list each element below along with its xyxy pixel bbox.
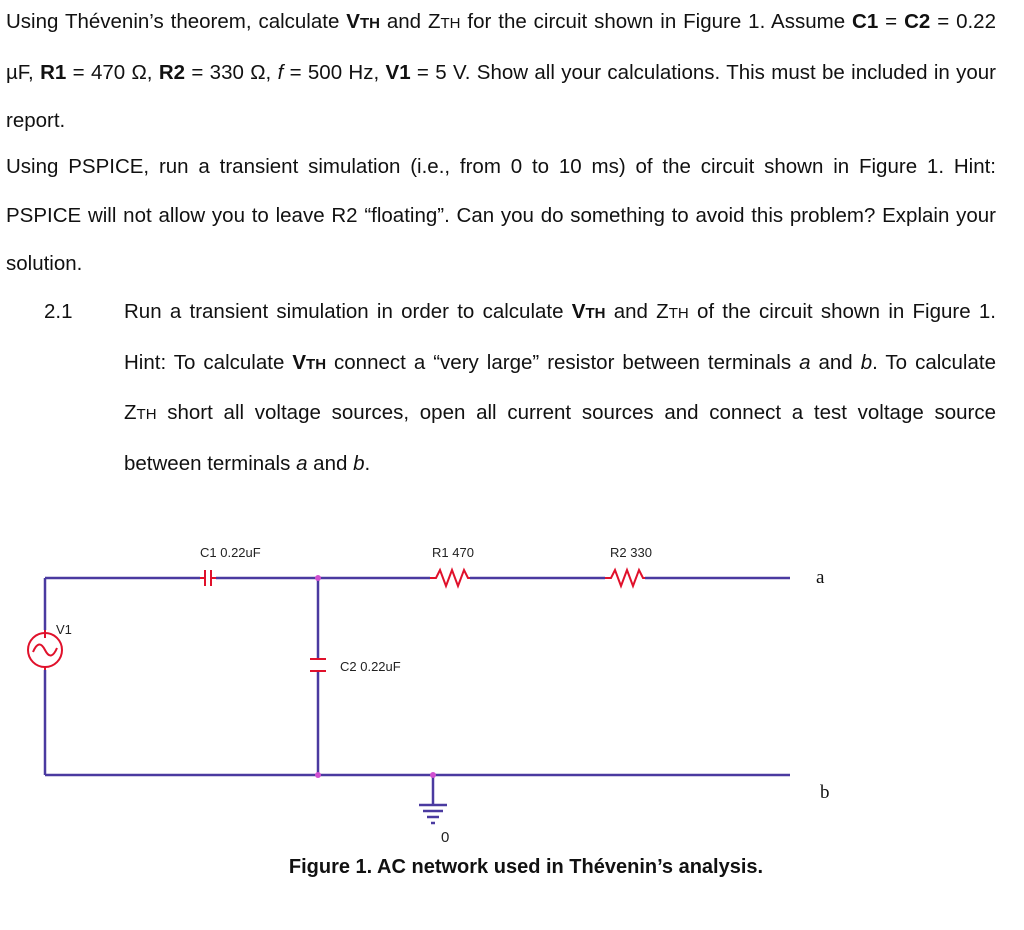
capacitor-c2 bbox=[310, 659, 326, 671]
text-fragment: and bbox=[605, 300, 657, 323]
text-fragment: for the circuit shown in Figure 1. Assume bbox=[460, 10, 853, 33]
resistor-r2 bbox=[605, 570, 645, 586]
c2-label: C2 0.22uF bbox=[340, 659, 401, 674]
resistor-r1 bbox=[430, 570, 470, 586]
v1-label: V1 bbox=[56, 622, 72, 637]
text-fragment: of the circuit shown in Figure 1. Hint: To calculate bbox=[124, 300, 996, 374]
text-fragment: TH bbox=[668, 305, 689, 322]
text-fragment: and bbox=[379, 10, 428, 33]
text-fragment: connect a “very large” resistor between terminals bbox=[326, 350, 800, 374]
text-fragment: = 5 V. Show all your calculations. This must be included in your report. bbox=[6, 60, 996, 132]
text-fragment: = 470 Ω, bbox=[66, 60, 159, 84]
text-fragment: R1 bbox=[40, 60, 67, 84]
text-fragment: C2 bbox=[904, 10, 931, 33]
text-fragment: and bbox=[307, 451, 354, 475]
subsection-number: 2.1 bbox=[44, 300, 73, 323]
circuit-figure bbox=[0, 530, 1024, 850]
node-top bbox=[315, 575, 321, 581]
text-fragment: TH bbox=[359, 15, 380, 32]
paragraph-thevenin-task bbox=[6, 0, 996, 146]
paragraph-pspice-task: Using PSPICE, run a transient simulation (i.e., from 0 to 10 ms) of the circuit shown in Figure 1. Hint: PSPICE will not allow you to leave R2 “floating”. Can you do something to avoid this problem? Explain your solution. bbox=[6, 155, 996, 275]
text-fragment: = 0.22 µF, bbox=[6, 10, 996, 84]
c1-label: C1 0.22uF bbox=[200, 545, 261, 560]
text-fragment: b bbox=[860, 350, 873, 374]
text-fragment: short all voltage sources, open all current sources and connect a test voltage source between terminals bbox=[124, 401, 996, 475]
text-fragment: b bbox=[353, 451, 365, 475]
text-fragment: Using Thévenin’s theorem, calculate bbox=[6, 10, 347, 33]
subsection-text bbox=[124, 288, 996, 488]
text-fragment: a bbox=[799, 350, 811, 374]
text-fragment: Z bbox=[656, 300, 669, 323]
text-fragment: R2 bbox=[158, 60, 186, 84]
figure-caption: Figure 1. AC network used in Thévenin’s analysis. bbox=[288, 856, 764, 878]
text-fragment: . To calculate bbox=[872, 350, 996, 374]
text-fragment: = 500 Hz, bbox=[283, 60, 386, 84]
text-fragment: C1 bbox=[852, 10, 879, 33]
text-fragment: a bbox=[296, 451, 308, 475]
node-ground bbox=[430, 772, 436, 778]
text-fragment: f bbox=[277, 60, 284, 84]
text-fragment: TH bbox=[136, 406, 157, 423]
text-fragment: = 330 Ω, bbox=[185, 60, 278, 84]
text-fragment: V bbox=[571, 300, 586, 323]
capacitor-c1 bbox=[200, 570, 216, 586]
text-fragment: V bbox=[292, 350, 307, 374]
text-fragment: Run a transient simulation in order to calculate bbox=[124, 300, 572, 323]
text-fragment: TH bbox=[306, 355, 327, 373]
text-fragment: = bbox=[878, 10, 905, 33]
ground-label: 0 bbox=[441, 829, 450, 846]
text-fragment: . bbox=[364, 451, 371, 475]
terminal-a-label: a bbox=[816, 567, 825, 588]
text-fragment: Z bbox=[427, 10, 441, 33]
junction-nodes bbox=[315, 575, 436, 778]
wires bbox=[45, 578, 790, 805]
text-fragment: and bbox=[810, 350, 861, 374]
ground-symbol bbox=[419, 805, 447, 823]
terminal-b-label: b bbox=[820, 782, 830, 803]
r1-label: R1 470 bbox=[432, 545, 474, 560]
text-fragment: TH bbox=[440, 15, 461, 32]
text-fragment: TH bbox=[585, 305, 606, 322]
text-fragment: V bbox=[346, 10, 360, 33]
r2-label: R2 330 bbox=[610, 545, 652, 560]
text-fragment: Z bbox=[124, 401, 137, 424]
node-bottom bbox=[315, 772, 321, 778]
text-fragment: V1 bbox=[385, 60, 411, 84]
